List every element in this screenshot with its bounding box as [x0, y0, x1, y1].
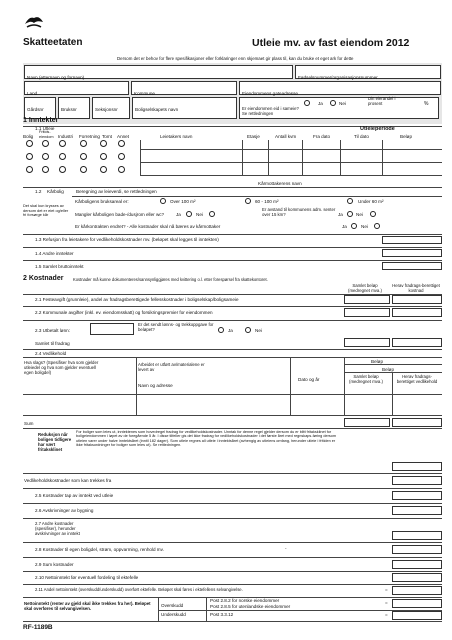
post2-label: Post 2.8.5 for utenlandske eiendommer — [210, 604, 291, 609]
ja-label: Ja — [176, 212, 181, 217]
post3-label: Post 3.3.12 — [210, 612, 234, 617]
gnr-field[interactable]: Gårdsnr — [24, 97, 56, 119]
type-checkbox-0-0[interactable] — [26, 140, 33, 147]
reduksjon-amount[interactable] — [392, 462, 442, 471]
row-2-7-amount[interactable] — [392, 531, 442, 540]
col-line — [340, 140, 341, 176]
sum-label: Sum — [24, 421, 34, 426]
overskudd-amount[interactable] — [392, 599, 442, 608]
col-belop: Beløp — [400, 134, 413, 139]
avstand-q: Er avstand til kommunens adm. senter over 15 km? — [262, 207, 336, 217]
q3-ja-radio[interactable] — [351, 223, 357, 229]
row-line — [140, 175, 442, 176]
col-kvm: Antall kvm — [275, 134, 297, 139]
row-2-8-amount[interactable] — [392, 545, 442, 554]
row-1-4: 1.4 Andre inntekter — [35, 251, 74, 256]
col-fritid: Fritids-eiendom — [39, 130, 54, 139]
samlet-fradrag: Samlet til fradrag — [35, 341, 70, 346]
row-2-6: 2.6 Avskrivninger av bygning — [35, 508, 94, 513]
type-checkbox-2-1[interactable] — [42, 166, 49, 173]
section-2-desc: Kostnader må kunne dokumenteres/sannsynliggjøres med kvittering o.l. etter forespørsel fra skattekontoret. — [73, 277, 268, 282]
vedl-kost-label: Vedlikeholdskostnader som kan trekkes fra — [24, 478, 112, 483]
row-2-11-amount[interactable] — [392, 586, 442, 595]
type-checkbox-0-3[interactable] — [80, 140, 87, 147]
form-title: Utleie mv. av fast eiendom 2012 — [252, 37, 410, 49]
col-tomt: Tomt — [102, 134, 112, 139]
type-checkbox-0-2[interactable] — [59, 140, 66, 147]
col-line — [140, 140, 141, 176]
row-line — [140, 149, 442, 150]
over100-label: Over 100 m² — [170, 199, 196, 204]
col-forretning: Forretning — [79, 134, 100, 139]
row-2-11: 2.11 Andel nettoinntekt (overskudd/underskudd) overført ektefelle. Beløpet skal føres i ektefellens selvangivelse. — [35, 587, 243, 592]
under60-label: Under 60 m² — [358, 199, 384, 204]
row-1-1-label: 1.1 Utleie — [35, 126, 55, 131]
section-2-title: 2 Kostnader — [23, 275, 64, 282]
belop-label: Beløp — [371, 359, 384, 364]
lonn-ja-radio[interactable] — [218, 327, 224, 333]
ja-label: Ja — [228, 328, 233, 333]
utbetalt-lonn-field[interactable] — [90, 323, 134, 335]
q2-ja-radio[interactable] — [186, 211, 192, 217]
col-annet: Annet — [117, 134, 130, 139]
samlet-header: Samlet beløp (medregnet mva.) — [348, 283, 382, 293]
eiendom-field[interactable]: Eiendommens gateadresse — [239, 81, 441, 95]
pct-label: % — [424, 101, 429, 107]
eq-sign: = — [385, 587, 388, 592]
row-2-8: 2.8 Kostnader til egen boligdel, strøm, oppvarming, renhold mv. — [35, 547, 164, 552]
row-2-5-amount[interactable] — [392, 491, 442, 500]
vedl-kost-amount[interactable] — [392, 476, 442, 485]
form-number: RF-1189B — [23, 624, 53, 631]
arbeid-label: Arbeidet er utført av/materialene er levert av — [138, 362, 205, 372]
type-checkbox-1-2[interactable] — [59, 153, 66, 160]
kaarmottaker-label: Kårmottakerens navn — [258, 181, 302, 186]
col-etasje: Etasje — [247, 134, 260, 139]
col-fra: Fra dato — [313, 134, 331, 139]
kaar-note: Det skal kun krysses av dersom det er eiet og/eller fri forsørge kår — [23, 203, 69, 218]
row-2-3-fradrag[interactable] — [392, 338, 442, 347]
row-1-2-num: 1.2 — [35, 189, 42, 194]
post1-label: Post 2.8.2 for norske eiendommer — [210, 598, 280, 603]
overskudd-label: Overskudd — [161, 603, 184, 608]
col-leietaker: Leietakers navn — [160, 134, 193, 139]
q2-nei-radio[interactable] — [209, 211, 215, 217]
reduksjon-text: For boliger som leies ut, inntektenes som hovedregel fradrag for vedlikeholdskostnader. Unntak for denne regel gjelder dersom du er blitt fritaksklinet for boligeiendommen i løpet av de foregående 5 år. I disse tilfeller gis det ikke fradrag for vedlikeholdskostnader i det første året med regnskaps-føring dersom utleien varer under halve inntektsåret (inntil 182 dager). Som utleie regnes all utleie i inntektsåret (avhengig av utleiens omfang, herunder utleie i fritiden er ikke fritaksordninger for boliger som leies ut). Se rettledningen. — [76, 430, 337, 448]
row-2-4: 2.4 Vedlikehold — [35, 351, 67, 356]
row-2-7: 2.7 Andre kostnader (spesifiser), herunder avskrivninger av inntekt — [35, 521, 80, 536]
kaarbolig-label: Kårbolig — [47, 189, 64, 194]
type-checkbox-2-5[interactable] — [118, 166, 125, 173]
row-1-4-amount[interactable] — [382, 249, 442, 257]
type-checkbox-0-1[interactable] — [42, 140, 49, 147]
land-field[interactable]: Land — [24, 81, 129, 95]
netto-label: Nettoinntekt (renter av gjeld skal ikke trekkes fra her). Beløpet skal overføres til selvangivelsen. — [24, 601, 151, 611]
fnr-field[interactable]: Fødselsnummer/organisasjonsnummer — [295, 65, 441, 79]
row-2-1: 2.1 Festeavgift (grunnleie), andel av fradragsberettigede fellesskostnader i boligselskap/boligsameie — [35, 297, 239, 302]
sameie-question: Er eiendommen eid i sameie? Se rettledningen — [242, 106, 299, 116]
col-industri: Industri — [58, 134, 74, 139]
type-checkbox-2-3[interactable] — [80, 166, 87, 173]
col-line — [242, 140, 243, 176]
name-field[interactable]: Navn (etternavn og fornavn) — [24, 65, 293, 79]
underskudd-label: Underskudd — [161, 612, 186, 617]
belop-sub-label: Beløp — [382, 367, 395, 372]
row-2-3-amount[interactable] — [344, 338, 390, 347]
ja-label: Ja — [338, 212, 343, 217]
minus-sign: - — [285, 546, 287, 551]
row-2-3: 2.3 Utbetalt lønn: — [35, 328, 70, 333]
type-checkbox-0-4[interactable] — [100, 140, 107, 147]
samlet2-label: Samlet beløp (medregnet mva.) — [349, 374, 383, 384]
borettslag-field[interactable]: Boligselskapets navn — [132, 97, 237, 119]
col-bolig: Bolig — [23, 134, 34, 139]
nei-label: Nei — [196, 212, 203, 217]
type-checkbox-1-0[interactable] — [26, 153, 33, 160]
hva-slags-label: Hva slags? (Spesifiser hva som gjelder utleiedel og hva som gjelder eventuell egen boligdel) — [24, 360, 99, 375]
herav2-label: Herav fradrags-berettiget vedlikehold — [396, 374, 438, 384]
type-checkbox-1-5[interactable] — [118, 153, 125, 160]
sum-amount[interactable] — [344, 418, 390, 427]
kaar-q3: Er kårkontrakten endret? - Alle kostnader skal nå bæres av kårmottaker — [75, 224, 221, 229]
section-1-title: 1 Inntekter — [23, 117, 59, 124]
underskudd-amount[interactable] — [392, 611, 442, 620]
reduksjon-label: Reduksjon når boligen tidligere har vært fritaksklinet — [38, 432, 72, 452]
type-checkbox-2-4[interactable] — [100, 166, 107, 173]
navn-adr-label: Navn og adresse — [138, 383, 173, 388]
row-1-5-amount[interactable] — [382, 262, 442, 270]
row-2-2: 2.2 Kommunale avgifter (inkl. ev. eiendomsskatt) og forsikringspremier for eiendommen — [35, 310, 213, 315]
nei-label: Nei — [339, 101, 346, 106]
type-checkbox-1-4[interactable] — [100, 153, 107, 160]
col-line — [268, 140, 269, 176]
lonn-nei-radio[interactable] — [245, 327, 251, 333]
eierandel-label: Din eierandel i prosent — [368, 96, 396, 106]
snr-field[interactable]: Seksjonsnr — [92, 97, 130, 119]
row-1-3-amount[interactable] — [382, 236, 442, 244]
kaar-q1: Kårboligens bruksareal er: — [75, 199, 129, 204]
kaar-q2: Mangler kårboligen bade-/dusjrom eller wc? — [75, 212, 165, 217]
type-checkbox-2-0[interactable] — [26, 166, 33, 173]
herav-header: Herav fradrags-berettiget kostnad — [392, 283, 440, 293]
row-2-1-amount[interactable] — [344, 295, 390, 304]
kaarbolig-desc: Beregning av leieverdi, se rettledningen — [76, 189, 157, 194]
row-line — [140, 162, 442, 163]
nei-label: Nei — [255, 328, 262, 333]
60-100-radio[interactable] — [245, 198, 251, 204]
row-2-5: 2.5 Kostnader tap av inntekt ved utleie — [35, 493, 114, 498]
60-100-label: 60 - 100 m² — [255, 199, 279, 204]
row-2-1-fradrag[interactable] — [392, 295, 442, 304]
utleieperiode-label: Utleieperiode — [360, 126, 395, 132]
row-2-10: 2.10 Nettoinntekt før eventuell fordeling til ektefelle — [35, 575, 139, 580]
row-2-2-amount[interactable] — [344, 308, 390, 317]
type-checkbox-2-2[interactable] — [59, 166, 66, 173]
row-2-6-amount[interactable] — [392, 506, 442, 515]
dato-label: Dato og år — [298, 377, 320, 382]
sameie-nei-radio[interactable] — [330, 100, 336, 106]
ja-label: Ja — [342, 224, 347, 229]
nei-label: Nei — [356, 212, 363, 217]
col-line — [382, 140, 383, 176]
lonn-q: Er det sendt lønns- og trekkoppgave for beløpet? — [138, 322, 214, 332]
eq-sign: = — [385, 612, 388, 617]
col-line — [302, 140, 303, 176]
row-2-10-amount[interactable] — [392, 573, 442, 582]
type-checkbox-1-3[interactable] — [80, 153, 87, 160]
row-1-3: 1.3 Refusjon fra leietakere for vedlikeholdskostnader mv. (beløpet skal legges til inntekten) — [35, 237, 219, 242]
ja-label: Ja — [318, 101, 323, 106]
type-checkbox-1-1[interactable] — [42, 153, 49, 160]
sameie-ja-radio[interactable] — [304, 100, 310, 106]
row-2-9-amount[interactable] — [392, 560, 442, 569]
agency-logo-icon — [23, 14, 45, 32]
under60-radio[interactable] — [347, 198, 353, 204]
q3-nei-radio[interactable] — [374, 223, 380, 229]
kommune-field[interactable]: Kommune — [131, 81, 237, 95]
row-2-9: 2.9 Sum kostnader — [35, 562, 74, 567]
nei-label: Nei — [361, 224, 368, 229]
row-2-2-fradrag[interactable] — [392, 308, 442, 317]
sum-fradrag[interactable] — [392, 418, 442, 427]
avstand-ja-radio[interactable] — [347, 211, 353, 217]
bnr-field[interactable]: Bruksnr — [58, 97, 90, 119]
avstand-nei-radio[interactable] — [370, 211, 376, 217]
intro-text: Dersom det er behov for flere spesifikasjoner eller forklaringer enn skjemaet gir plass til, kan du bruke et eget ark for dette — [117, 56, 354, 61]
over100-radio[interactable] — [160, 198, 166, 204]
col-til: Til dato — [354, 134, 369, 139]
agency-name: Skatteetaten — [23, 37, 83, 48]
type-checkbox-0-5[interactable] — [118, 140, 125, 147]
eq-sign: = — [385, 600, 388, 605]
row-1-5: 1.5 Samlet bruttoinntekt — [35, 264, 84, 269]
